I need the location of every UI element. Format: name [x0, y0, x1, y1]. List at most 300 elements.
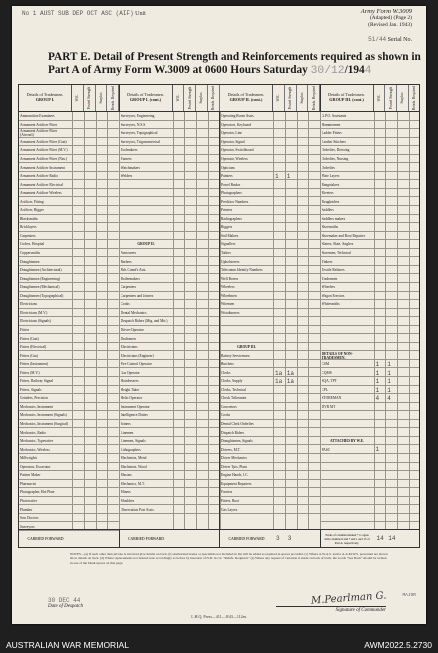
table-row — [19, 420, 119, 429]
table-row — [321, 138, 421, 147]
table-row — [19, 497, 119, 506]
table-row — [120, 394, 220, 403]
unit-line — [22, 10, 146, 17]
table-row — [19, 240, 119, 249]
carried-forward-label: CARRIED FORWARD — [128, 536, 164, 541]
table-row — [220, 146, 320, 155]
table-row — [220, 292, 320, 301]
carried-forward-label: CARRIED FORWARD — [228, 536, 265, 541]
table-row — [19, 445, 119, 454]
table-row — [120, 112, 220, 121]
row-label: Coppersmiths — [20, 251, 40, 256]
signature-label: Signature of Commander — [276, 606, 386, 613]
row-label: Gas Operator — [120, 370, 140, 375]
table-row — [19, 283, 119, 292]
column-header-label: Surplus — [400, 92, 405, 104]
table-row — [19, 112, 119, 121]
row-label: Blacksmiths — [20, 216, 38, 221]
row-label: Grinders, Precision — [20, 396, 48, 401]
row-label: Masons — [120, 473, 132, 478]
table-row — [19, 257, 119, 266]
table-row — [321, 514, 421, 523]
table-row — [220, 403, 320, 412]
signature-block — [276, 588, 386, 613]
carried-forward-row — [220, 529, 320, 547]
table-row — [19, 180, 119, 189]
credit-left: AUSTRALIAN WAR MEMORIAL — [6, 639, 129, 650]
row-label: Saw Doctors — [20, 516, 39, 521]
strength-table — [18, 84, 420, 548]
column-header-posted — [84, 85, 96, 111]
row-label: Plumber — [20, 507, 33, 512]
row-label — [322, 514, 373, 523]
table-row — [120, 351, 220, 360]
table-row — [19, 377, 119, 386]
row-label: Draughtsmen (Topographical) — [20, 293, 64, 298]
table-row — [220, 138, 320, 147]
table-row — [220, 249, 320, 258]
row-label: Driver Tpts, Plant — [221, 464, 247, 469]
row-label: Coders, Hospital — [20, 242, 45, 247]
row-label: Toolmakers — [120, 148, 138, 153]
column-header-label: Posted Strength — [388, 86, 393, 110]
table-row — [321, 403, 421, 412]
table-row — [19, 351, 119, 360]
row-label: Gas Layers — [221, 507, 238, 512]
table-row — [19, 386, 119, 395]
row-label: Mechanics, Typewriter — [20, 439, 54, 444]
row-label: Fitters — [20, 327, 30, 332]
column-header-label: Posted Strength — [288, 86, 293, 110]
column-header-reinf — [409, 85, 420, 111]
group-header-title — [19, 85, 72, 111]
carried-forward-we: 3 — [276, 535, 280, 542]
entry-clerks-supply-we: 1a — [275, 378, 283, 386]
row-label: Despatch Riders (Mtg. and Mtr.) — [120, 319, 168, 324]
table-row — [321, 317, 421, 326]
table-row — [321, 343, 421, 352]
carried-forward-we: 14 — [376, 535, 384, 542]
row-label: Armament Artificer Instrument — [20, 165, 65, 170]
row-label: Rangetakers — [321, 182, 340, 187]
carried-forward-label: CARRIED FORWARD — [27, 536, 64, 541]
entry-nontradesmen-we: 1 — [375, 386, 380, 394]
row-label: Height Taker — [120, 387, 140, 392]
table-row — [120, 172, 220, 181]
table-row — [220, 343, 320, 352]
row-label: PASC — [321, 447, 331, 452]
row-label: Cooks — [120, 302, 130, 307]
table-row — [321, 300, 421, 309]
table-row — [220, 351, 320, 360]
table-row — [321, 121, 421, 130]
row-label: Clerks, Supply — [221, 379, 243, 384]
column-header-label: Posted Strength — [87, 86, 92, 110]
row-label: GROUP II. — [137, 242, 155, 247]
row-label — [221, 317, 272, 326]
row-label: Mechanics, Wireless — [20, 447, 50, 452]
serial-value: 51/44 — [368, 36, 387, 43]
table-row — [120, 428, 220, 437]
table-row — [120, 206, 220, 215]
row-label: Dental Mechanics — [120, 310, 147, 315]
row-label: Carpenters and Joiners — [120, 293, 154, 298]
column-header-label: Surplus — [299, 92, 304, 104]
table-row — [220, 232, 320, 241]
table-row — [220, 215, 320, 224]
row-label — [322, 420, 373, 429]
row-label: Ammunition Examiners — [20, 114, 55, 119]
table-row — [120, 300, 220, 309]
entry-nontradesmen-we: 1 — [375, 378, 380, 386]
row-label: Butchers — [221, 362, 234, 367]
row-label: Operators, Excavator — [20, 464, 51, 469]
entry-clerks-supply-posted: 1a — [286, 378, 294, 386]
row-label: Wagon Erectors — [321, 293, 345, 298]
group-header-sub: GROUP I. — [35, 97, 55, 102]
column-header-w_e — [173, 85, 185, 111]
row-label: Battery Servicemen — [221, 353, 250, 358]
row-label — [322, 497, 373, 506]
serial-label: Serial No. — [387, 37, 412, 43]
row-label: Signallers — [221, 242, 236, 247]
row-label — [221, 334, 272, 343]
table-row — [120, 257, 220, 266]
table-row — [120, 309, 220, 318]
table-row — [120, 155, 220, 164]
row-label: Joiners — [120, 422, 131, 427]
table-row — [19, 189, 119, 198]
row-label: Miners — [120, 490, 131, 495]
group-header-sub: GROUP III. (cont.) — [329, 97, 364, 102]
table-row — [321, 240, 421, 249]
row-label: Helio Operator — [120, 396, 143, 401]
row-label: Observation Post Assts. — [120, 507, 155, 512]
table-row — [120, 420, 220, 429]
group-header-name: Details of Tradesmen. — [127, 92, 164, 97]
carried-forward-row — [120, 529, 220, 547]
row-label: STOREMAN — [321, 396, 342, 401]
table-row — [19, 411, 119, 420]
column-header-label: Reinfs. Required — [211, 85, 216, 111]
table-row — [120, 343, 220, 352]
table-row — [321, 189, 421, 198]
column-header-surplus — [397, 85, 409, 111]
row-label — [322, 334, 373, 343]
row-label: Fitters, Railway Signal — [20, 379, 54, 384]
row-label: Mechanics, Instrument — [20, 404, 53, 409]
table-row — [220, 309, 320, 318]
row-label: Draughtsmen, Signals — [221, 439, 253, 444]
row-label: Turners — [120, 156, 132, 161]
table-row — [220, 394, 320, 403]
row-label: Carpenters — [20, 233, 36, 238]
row-label: Woodturners — [221, 310, 240, 315]
row-label — [121, 180, 172, 189]
row-label: Dispatch Riders — [221, 430, 245, 435]
row-label: Operating Room Assts. — [221, 114, 255, 119]
row-label: Tinkers — [321, 259, 333, 264]
row-label: Photographer, Hot Plate — [20, 490, 55, 495]
table-row — [19, 129, 119, 138]
table-row — [19, 309, 119, 318]
table-row — [321, 420, 421, 429]
row-label: Operators, Keyboard — [221, 122, 252, 127]
table-row — [321, 386, 421, 395]
table-row — [321, 223, 421, 232]
row-label — [121, 189, 172, 198]
row-label: Fitters (Electrical) — [20, 345, 47, 350]
row-label: Sail Makers — [221, 233, 239, 238]
table-row — [321, 463, 421, 472]
table-row — [120, 445, 220, 454]
row-label: Tradesmen — [321, 276, 338, 281]
table-row — [220, 180, 320, 189]
table-row — [220, 155, 320, 164]
table-row — [321, 129, 421, 138]
unit-label: Unit — [135, 11, 146, 17]
row-label: Armament Artificer Fitter (Gun) — [20, 139, 67, 144]
table-row — [220, 112, 320, 121]
table-row — [321, 437, 421, 446]
table-row — [19, 317, 119, 326]
table-row — [120, 163, 220, 172]
row-label: Fitters (Gas) — [20, 353, 39, 358]
row-label: Drivers, M.T. — [221, 447, 241, 452]
row-label: Orderlies, Dressing — [321, 148, 350, 153]
row-label: Storemen, Technical — [321, 251, 351, 256]
table-row — [220, 283, 320, 292]
table-row — [19, 428, 119, 437]
row-label: Armourers — [120, 251, 137, 256]
carried-forward-row — [19, 529, 119, 547]
notes-text: NOTES—(a) If such other than private is involved give details on back. (b) Authorized trades or specialists not included in list will be added as required in spaces provided. (c) Where A.W.A.S. and/or A.A.M.W.S. personnel are shown show details on back. (d) Where replacements not desired note accordingly as before by insertion of N.R. in col. "Reinfs. Required." (e) Where any request of variation is made on back of form, the words "See Back" should be written in one of the blank spaces on this page. — [70, 552, 388, 565]
row-label: Wiremen — [221, 302, 235, 307]
table-row — [321, 377, 421, 386]
serial-line — [368, 36, 412, 43]
table-row — [321, 326, 421, 335]
row-label: Radiographers — [221, 216, 242, 221]
table-row — [19, 206, 119, 215]
column-header-label: Surplus — [98, 92, 103, 104]
row-label: Slaters, Slate, Anglers — [321, 242, 354, 247]
heading-line2 — [48, 64, 421, 78]
row-label: Armament Artificer Electrical — [20, 182, 64, 187]
row-label — [121, 206, 172, 215]
carried-forward-posted: 3 — [287, 535, 292, 542]
table-row — [120, 386, 220, 395]
table-row — [220, 377, 320, 386]
row-label: Instrument Operator — [120, 404, 150, 409]
table-row — [19, 155, 119, 164]
row-label: Mechanics, Instrument (Signals) — [20, 413, 67, 418]
date-of-despatch — [48, 597, 83, 609]
table-row — [19, 223, 119, 232]
table-row — [19, 394, 119, 403]
row-label: Printers — [221, 208, 233, 213]
table-row — [220, 488, 320, 497]
row-label: Draftsmen — [120, 336, 136, 341]
row-label: Electricians (M.V.) — [20, 310, 48, 315]
row-label: Well Borers — [221, 276, 239, 281]
table-row — [321, 257, 421, 266]
table-row — [220, 437, 320, 446]
row-label: Driver-Operator — [120, 327, 144, 332]
row-label: Surveyors — [20, 524, 35, 529]
row-label: Armament Artificer Fitter (Aircraft) — [20, 129, 58, 138]
row-label: Dental Clerk Orderlies — [221, 422, 254, 427]
row-label: Linemen — [120, 430, 134, 435]
group-header-title — [220, 85, 273, 111]
table-row — [220, 505, 320, 514]
entry-nontradesmen-posted: 1 — [387, 369, 391, 377]
row-label: Leather Stitchers — [321, 139, 346, 144]
row-label: Wheelmen — [221, 293, 237, 298]
table-row — [321, 283, 421, 292]
group-header — [19, 85, 119, 112]
row-label: Pharmacist — [20, 481, 36, 486]
row-label: Surveyors, N.S.S. — [120, 122, 147, 127]
row-label: Surveyors, Engineering — [120, 114, 155, 119]
group-header-name: Details of Tradesmen. — [26, 92, 64, 97]
table-row — [321, 351, 421, 360]
table-row — [120, 292, 220, 301]
table-row — [120, 215, 220, 224]
table-row — [220, 223, 320, 232]
table-row — [220, 497, 320, 506]
column-header-posted — [385, 85, 397, 111]
row-label: Telecomm Identify Numbers — [221, 268, 263, 273]
table-row — [321, 480, 421, 489]
table-row — [120, 488, 220, 497]
form-id — [361, 9, 412, 28]
row-label — [322, 326, 373, 335]
group-column-3 — [220, 85, 321, 547]
table-row — [321, 215, 421, 224]
table-row — [321, 180, 421, 189]
row-label: Fire Control Operator — [120, 362, 152, 367]
table-row — [19, 463, 119, 472]
table-row — [321, 172, 421, 181]
row-label: Whitesmiths — [321, 302, 340, 307]
table-row — [19, 471, 119, 480]
table-row — [321, 394, 421, 403]
row-label: Opticians — [221, 165, 235, 170]
row-label — [121, 232, 172, 241]
column-header-posted — [184, 85, 196, 111]
row-label: Fitters (Instrument) — [20, 362, 49, 367]
row-label: CQMS — [321, 370, 332, 375]
table-row — [220, 300, 320, 309]
row-label: Linemen, Signals — [120, 439, 146, 444]
commander-rank-text: MAJOR — [402, 593, 416, 598]
table-row — [321, 454, 421, 463]
table-row — [19, 121, 119, 130]
column-header-label: Reinfs. Required — [311, 85, 316, 111]
table-row — [220, 445, 320, 454]
table-row — [120, 249, 220, 258]
column-header-label: Surplus — [199, 92, 204, 104]
table-row — [19, 163, 119, 172]
column-header-surplus — [297, 85, 309, 111]
table-row — [321, 146, 421, 155]
table-row — [220, 274, 320, 283]
table-row — [120, 223, 220, 232]
form-title: Army Form W.3009 — [360, 8, 412, 15]
table-row — [19, 334, 119, 343]
table-row — [19, 198, 119, 207]
row-label: Barbers — [120, 259, 132, 264]
table-row — [120, 138, 220, 147]
row-label — [322, 411, 373, 420]
group-header — [120, 85, 220, 112]
row-label: Lithographers — [120, 447, 141, 452]
table-row — [19, 360, 119, 369]
table-row — [220, 411, 320, 420]
table-row — [220, 480, 320, 489]
table-row — [220, 172, 320, 181]
row-label: Intelligence Duties — [120, 413, 148, 418]
table-row — [19, 172, 119, 181]
heading-line1: PART E. Detail of Present Strength and Reinforcements required as shown in — [48, 51, 421, 63]
row-label: Operator, Switchboard — [221, 148, 254, 153]
row-label: Fitters, Boot — [221, 498, 239, 503]
table-row — [220, 454, 320, 463]
table-row — [321, 369, 421, 378]
table-row — [321, 505, 421, 514]
column-header-label: W.E. — [276, 94, 281, 102]
table-row — [120, 317, 220, 326]
table-row — [220, 369, 320, 378]
row-label: SQA, TPT — [321, 379, 337, 384]
table-row — [120, 240, 220, 249]
table-row — [321, 488, 421, 497]
table-row — [19, 266, 119, 275]
row-label: Riveters — [321, 191, 334, 196]
table-row — [321, 274, 421, 283]
column-header-surplus — [196, 85, 208, 111]
table-row — [19, 369, 119, 378]
row-label: Engine Hands, I.C. — [221, 473, 249, 478]
table-row — [220, 198, 320, 207]
table-row — [120, 403, 220, 412]
table-row — [220, 257, 320, 266]
form-sub2: (Revised Jan. 1943) — [368, 21, 412, 28]
table-row — [120, 326, 220, 335]
entry-nontradesmen-we: 1 — [375, 360, 380, 368]
row-label: Pattern Maker — [20, 473, 41, 478]
row-label: Electricians — [20, 302, 37, 307]
row-label: Concretors — [221, 404, 237, 409]
table-row — [220, 163, 320, 172]
row-label: Wheelers — [221, 285, 235, 290]
row-label — [322, 428, 373, 437]
row-label: Textile Refiners — [321, 268, 345, 273]
table-row — [321, 445, 421, 454]
row-label: Moulders — [120, 498, 135, 503]
table-row — [321, 112, 421, 121]
row-label: Farriers — [221, 490, 233, 495]
group-header-name: Details of Tradesmen. — [328, 92, 365, 97]
table-row — [120, 180, 220, 189]
row-label: Riggers — [221, 225, 233, 230]
table-row — [321, 155, 421, 164]
row-label: Upholsterers — [221, 259, 240, 264]
table-row — [19, 274, 119, 283]
table-row — [120, 232, 220, 241]
row-label: Wheelers — [321, 285, 336, 290]
row-label: Predictor Numbers — [221, 199, 249, 204]
